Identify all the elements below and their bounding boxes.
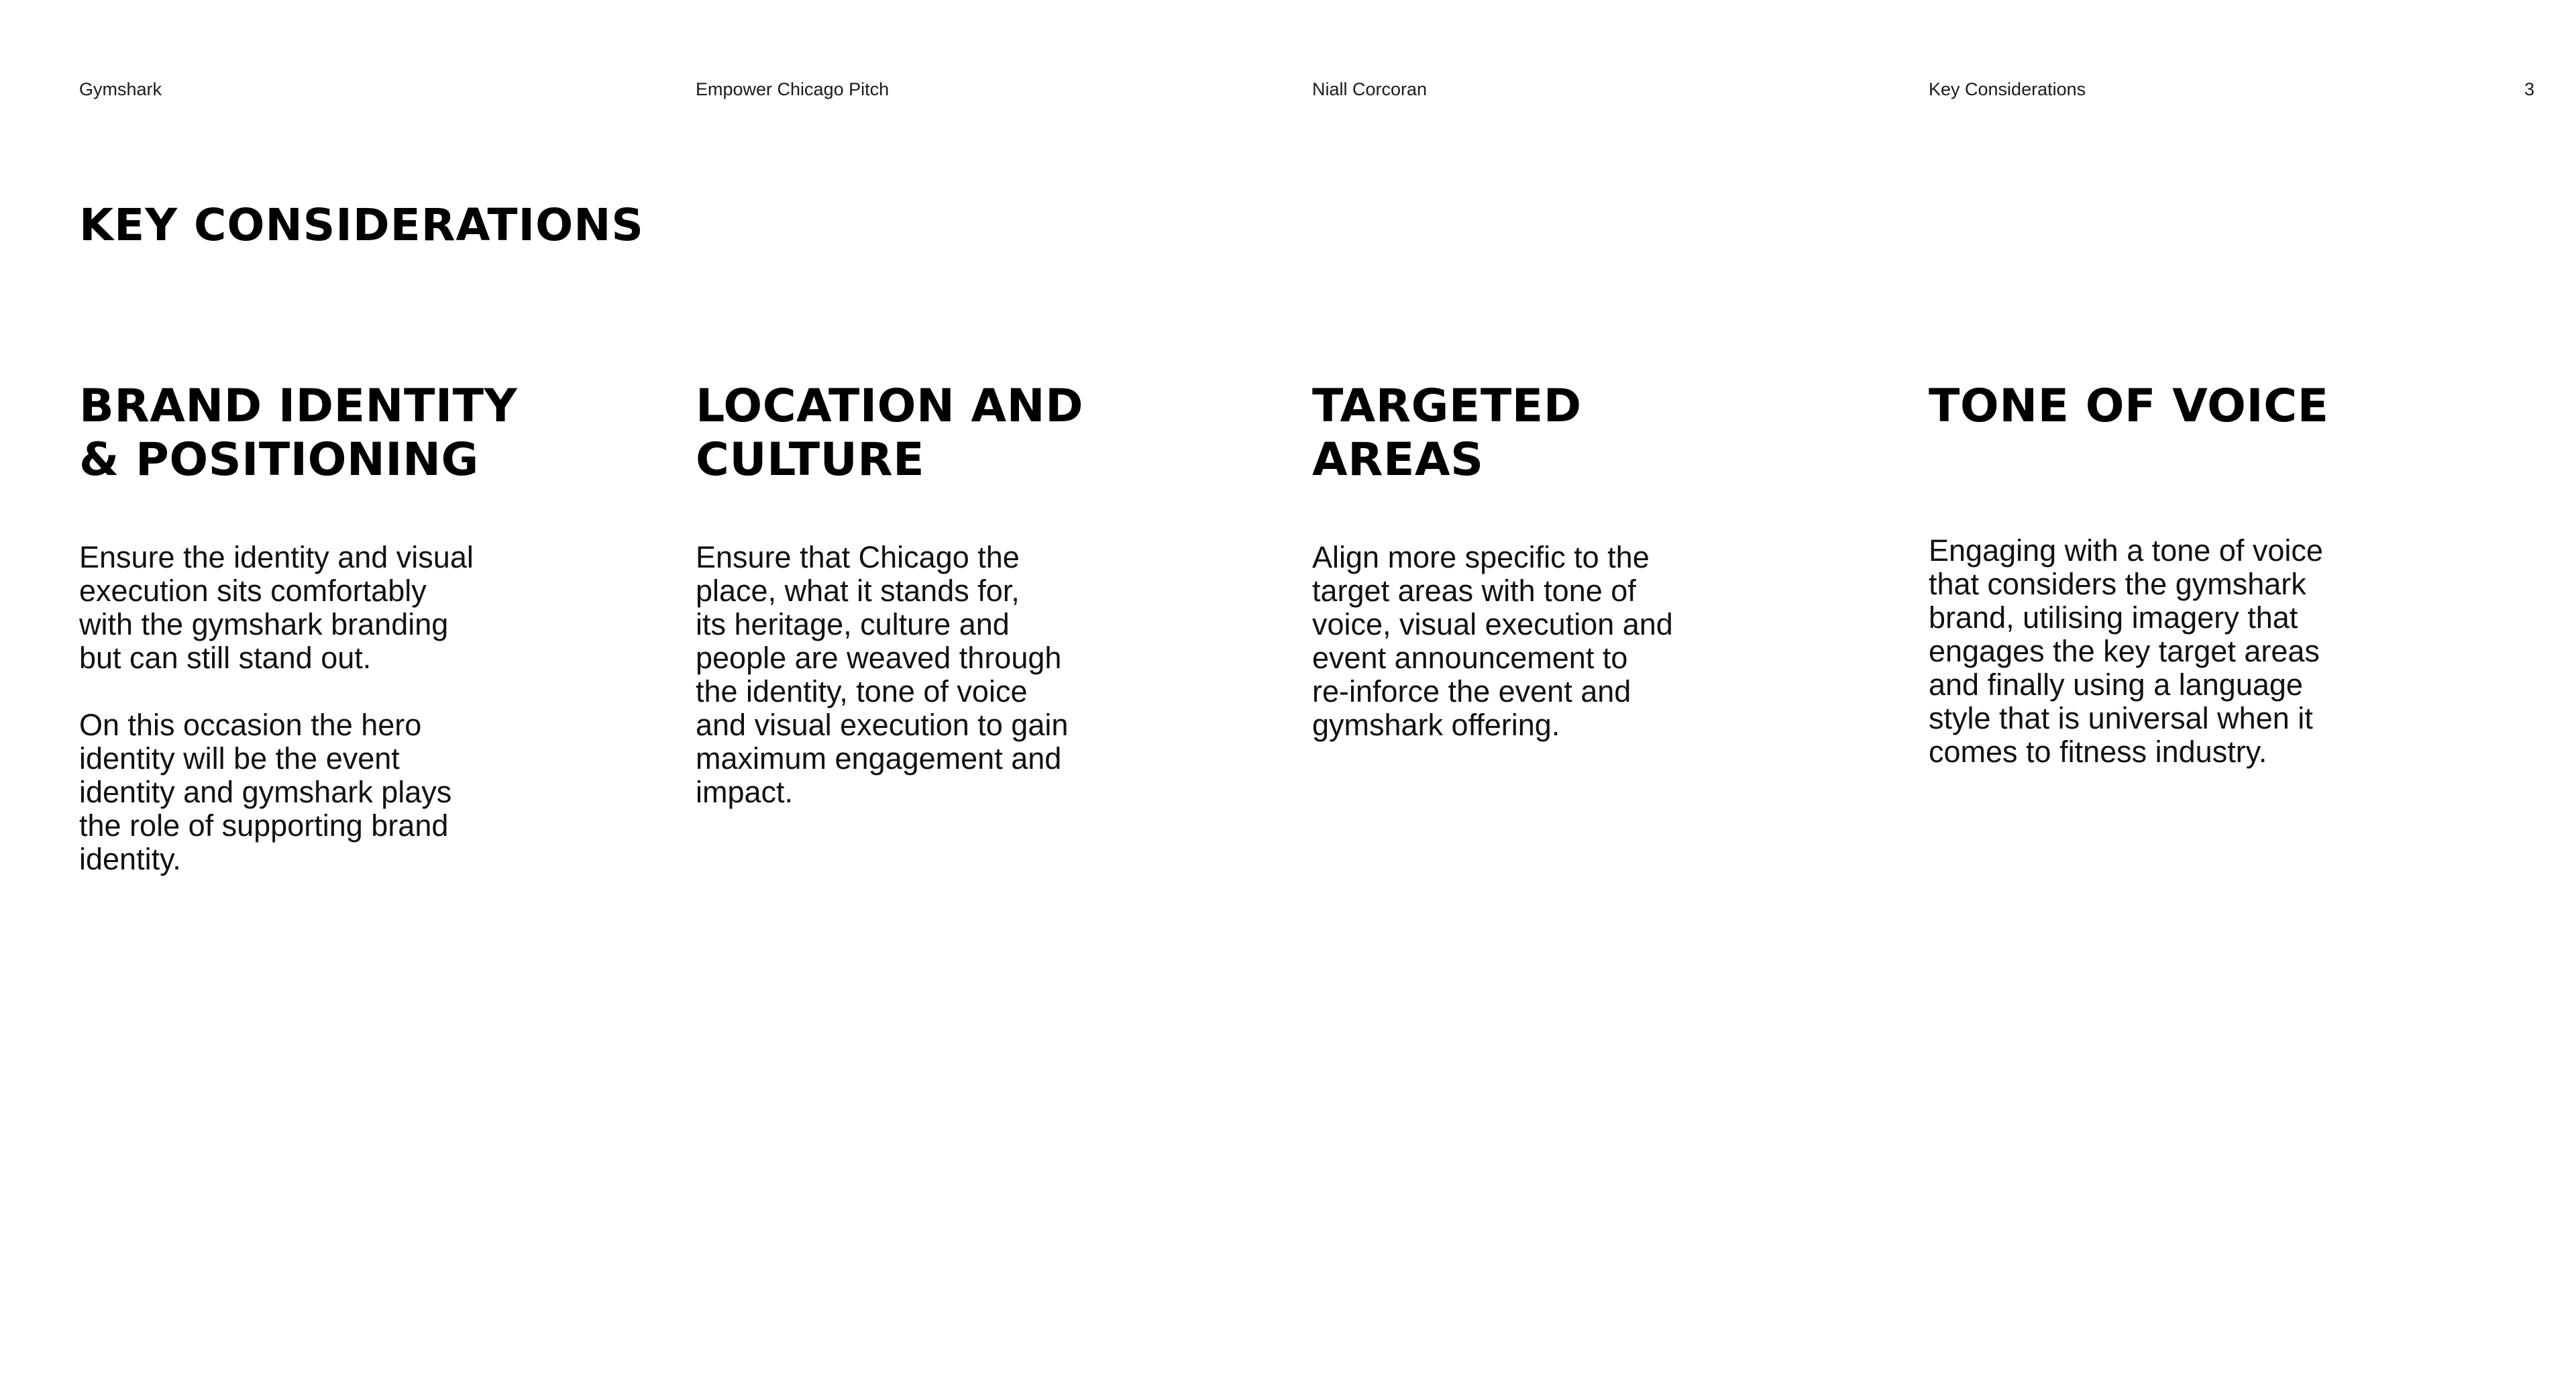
column-paragraph: Align more specific to the target areas with tone of voice, visual execution and event announcement to re-inforce the event and gymshark offering.	[1312, 540, 1673, 742]
header-section: Key Considerations	[1929, 79, 2086, 99]
column-brand-identity	[79, 380, 549, 876]
column-heading: BRAND IDENTITY & POSITIONING	[79, 380, 518, 486]
column-paragraph: Ensure the identity and visual execution sits comfortably with the gymshark branding but can still stand out.	[79, 540, 474, 675]
column-paragraph: Engaging with a tone of voice that considers the gymshark brand, utilising imagery that engages the key target areas and finally using a language style that is universal when it comes to fitness industry.	[1929, 533, 2323, 769]
header-author: Niall Corcoran	[1312, 79, 1428, 99]
header-project: Empower Chicago Pitch	[696, 79, 890, 99]
header-brand: Gymshark	[79, 79, 162, 99]
column-targeted-areas	[1312, 380, 1782, 742]
page-title: KEY CONSIDERATIONS	[79, 199, 644, 251]
column-heading: TONE OF VOICE	[1929, 380, 2329, 433]
column-heading: LOCATION AND CULTURE	[696, 380, 1084, 486]
page-header	[0, 0, 2576, 134]
column-heading: TARGETED AREAS	[1312, 380, 1582, 486]
page-number: 3	[2524, 79, 2534, 99]
column-tone-of-voice	[1929, 380, 2398, 769]
column-paragraph: Ensure that Chicago the place, what it stands for, its heritage, culture and people are weaved through the identity, tone of voice and visual execution to gain maximum engagement and impact.	[696, 540, 1069, 809]
column-paragraph: On this occasion the hero identity will be the event identity and gymshark plays the role of supporting brand identity.	[79, 708, 452, 876]
paragraph-spacer	[79, 675, 549, 708]
column-location-culture	[696, 380, 1165, 809]
